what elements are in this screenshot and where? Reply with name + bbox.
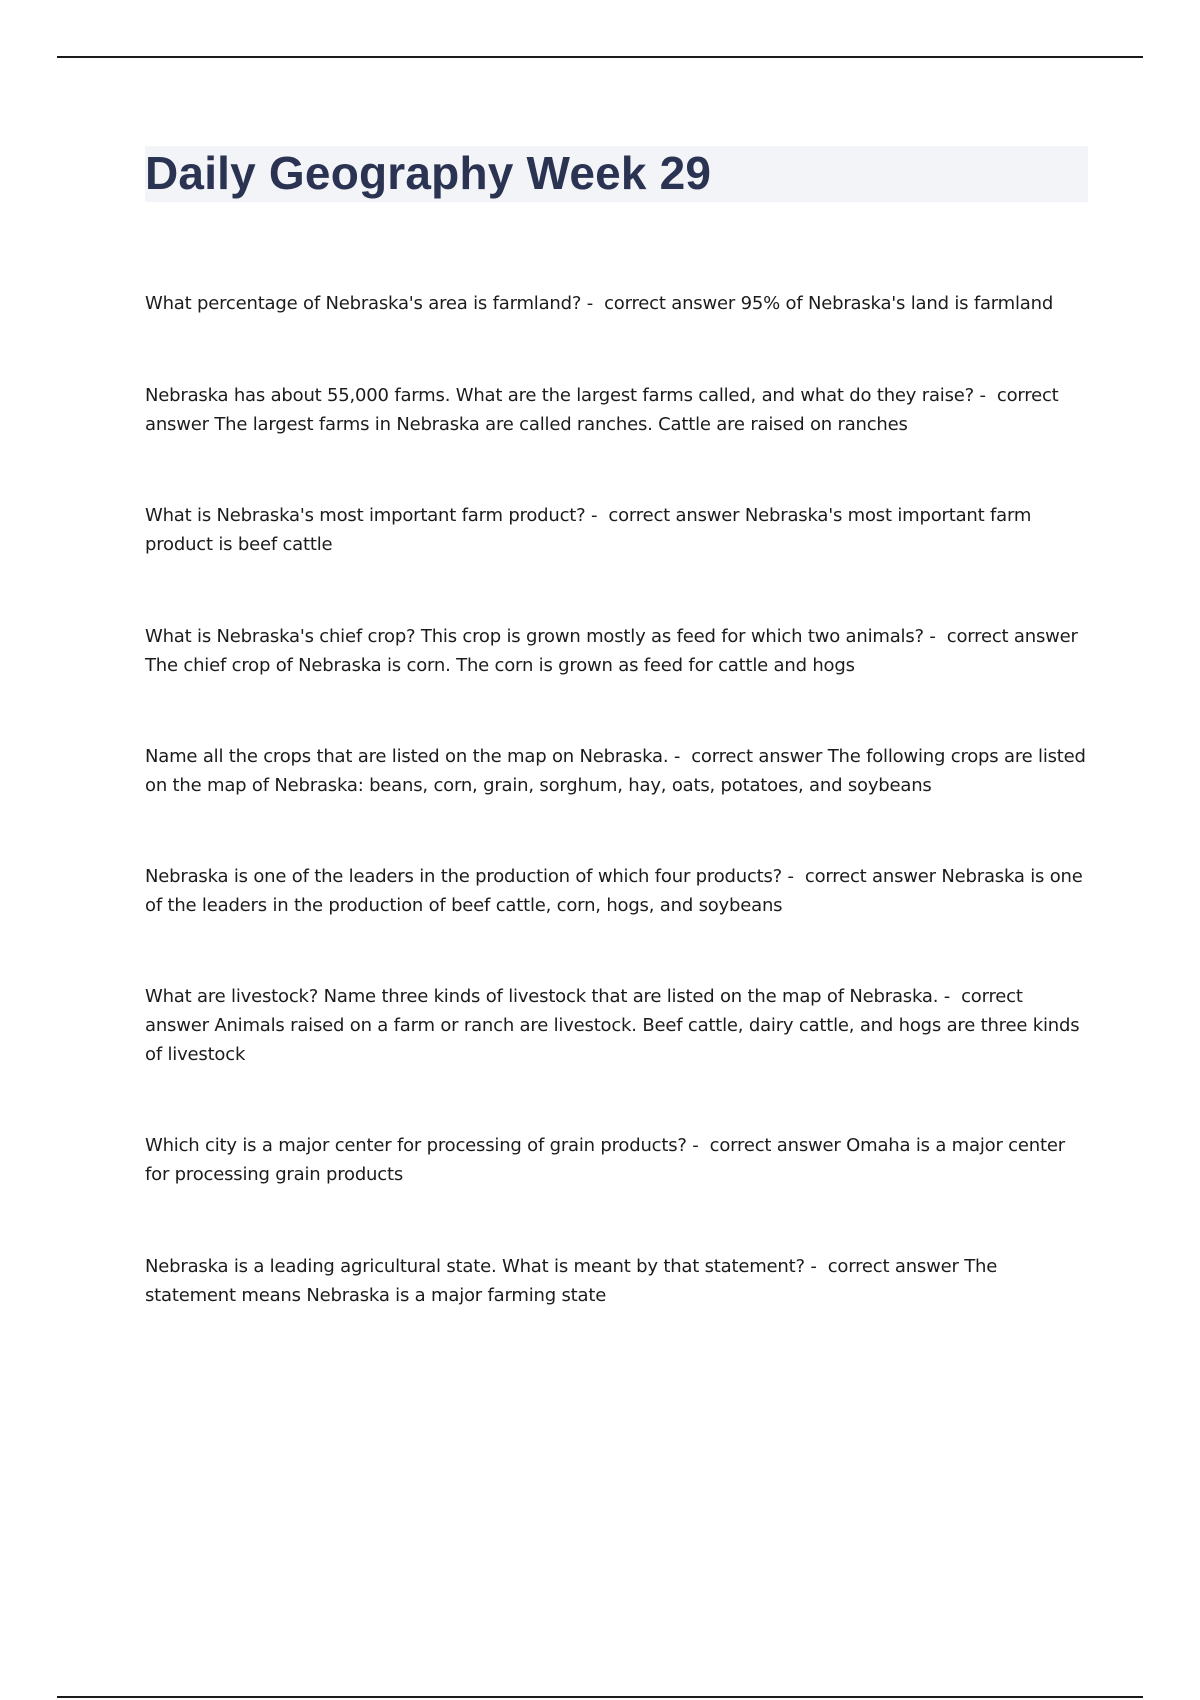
qa-item-3 [145, 501, 1090, 559]
question-text: What is Nebraska's chief crop? This crop is grown mostly as feed for which two animals? [145, 626, 924, 647]
answer-text: correct answer The chief crop of Nebraska is corn. The corn is grown as feed for cattle and hogs [145, 626, 1078, 676]
question-text: What is Nebraska's most important farm product? [145, 505, 586, 526]
answer-text: correct answer Omaha is a major center for processing grain products [145, 1135, 1065, 1185]
qa-item-1 [145, 289, 1090, 318]
answer-text: correct answer The largest farms in Nebraska are called ranches. Cattle are raised on ranches [145, 385, 1059, 435]
qa-item-2 [145, 381, 1090, 439]
answer-text: correct answer The following crops are listed on the map of Nebraska: beans, corn, grain, sorghum, hay, oats, potatoes, and soybeans [145, 746, 1086, 796]
question-text: What are livestock? Name three kinds of livestock that are listed on the map of Nebraska. [145, 986, 939, 1007]
qa-separator: - [668, 746, 692, 767]
qa-item-7 [145, 982, 1090, 1069]
answer-text: correct answer Nebraska is one of the leaders in the production of beef cattle, corn, hogs, and soybeans [145, 866, 1083, 916]
question-text: Nebraska is a leading agricultural state. What is meant by that statement? [145, 1256, 805, 1277]
question-text: Which city is a major center for processing of grain products? [145, 1135, 687, 1156]
qa-separator: - [585, 505, 609, 526]
question-text: What percentage of Nebraska's area is farmland? [145, 293, 582, 314]
qa-separator: - [923, 626, 947, 647]
qa-item-9 [145, 1252, 1090, 1310]
answer-text: correct answer Animals raised on a farm or ranch are livestock. Beef cattle, dairy cattle, and hogs are three kinds of livestock [145, 986, 1080, 1065]
bottom-rule [57, 1696, 1143, 1698]
question-text: Name all the crops that are listed on the map on Nebraska. [145, 746, 669, 767]
answer-text: correct answer The statement means Nebraska is a major farming state [145, 1256, 998, 1306]
qa-item-4 [145, 622, 1090, 680]
qa-separator: - [686, 1135, 710, 1156]
qa-separator: - [804, 1256, 828, 1277]
qa-separator: - [581, 293, 605, 314]
answer-text: correct answer 95% of Nebraska's land is farmland [604, 293, 1054, 314]
qa-separator: - [938, 986, 962, 1007]
answer-text: correct answer Nebraska's most important farm product is beef cattle [145, 505, 1032, 555]
qa-separator: - [782, 866, 805, 887]
page-title: Daily Geography Week 29 [145, 147, 712, 199]
qa-item-6 [145, 862, 1090, 920]
question-text: Nebraska has about 55,000 farms. What are the largest farms called, and what do they raise? [145, 385, 975, 406]
qa-item-5 [145, 742, 1090, 800]
qa-item-8 [145, 1131, 1090, 1189]
question-text: Nebraska is one of the leaders in the production of which four products? [145, 866, 783, 887]
top-rule [57, 56, 1143, 58]
qa-separator: - [974, 385, 997, 406]
